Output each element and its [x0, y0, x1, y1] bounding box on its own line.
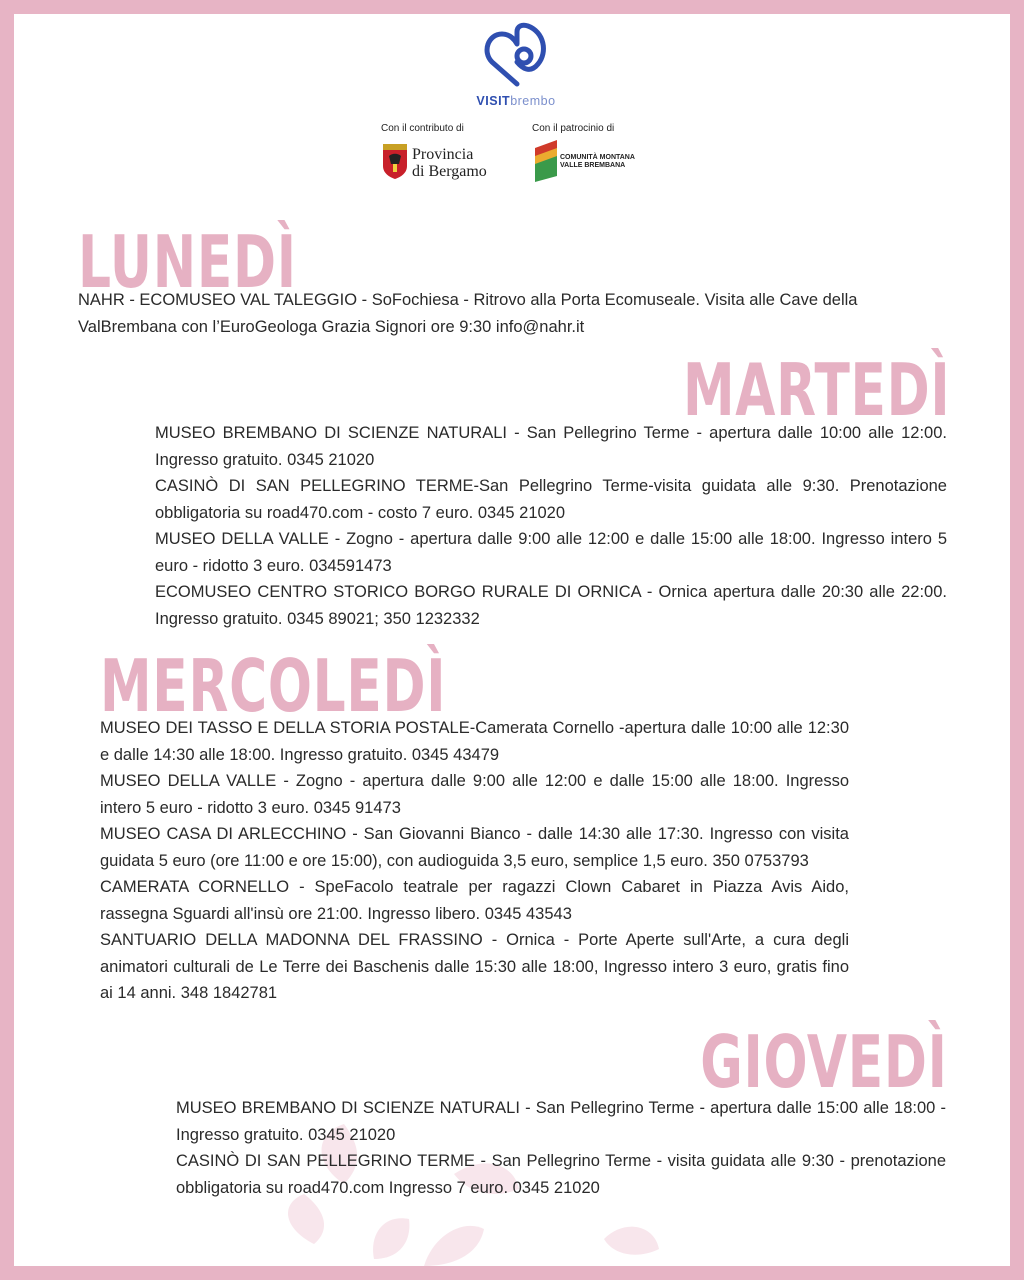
day-heading-mercoledi: MERCOLEDÌ: [100, 644, 447, 728]
event-item: MUSEO DEI TASSO E DELLA STORIA POSTALE-Camerata Cornello -apertura dalle 10:00 alle 12:30 e dalle 14:30 alle 18:00. Ingresso gratuito. 0345 43479: [100, 719, 849, 764]
comunita-montana-emblem-icon: [533, 138, 559, 182]
event-item: MUSEO DELLA VALLE - Zogno - apertura dalle 9:00 alle 12:00 e dalle 15:00 alle 18:00. Ingresso intero 5 euro - ridotto 3 euro. 0345 91473: [100, 772, 849, 817]
contributor-name-line2: di Bergamo: [412, 163, 487, 180]
brand-light: brembo: [510, 94, 556, 108]
patron-name-line2: VALLE BREMBANA: [560, 162, 626, 169]
event-item: MUSEO BREMBANO DI SCIENZE NATURALI - San Pellegrino Terme - apertura dalle 15:00 alle 18:00 - Ingresso gratuito. 0345 21020: [176, 1099, 946, 1144]
visitbrembo-heart-logo-icon: [484, 22, 550, 94]
events-giovedi: [176, 1095, 946, 1201]
event-item: SANTUARIO DELLA MADONNA DEL FRASSINO - Ornica - Porte Aperte sull'Arte, a cura degli animatori culturali de Le Terre dei Baschenis dalle 15:30 alle 18:00, Ingresso intero 3 euro, gratis fino ai 14 anni. 348 1842781: [100, 931, 849, 1002]
contributor-label: Con il contributo di: [381, 123, 464, 134]
event-item: MUSEO CASA DI ARLECCHINO - San Giovanni Bianco - dalle 14:30 alle 17:30. Ingresso con visita guidata 5 euro (ore 11:00 e ore 15:00), con audioguida 3,5 euro, semplice 1,5 euro. 350 0753793: [100, 825, 849, 870]
provincia-bergamo-crest-icon: [381, 142, 409, 180]
patron-name-line1: COMUNITÀ MONTANA: [560, 154, 635, 161]
events-lunedi: [78, 287, 878, 340]
event-item: MUSEO DELLA VALLE - Zogno - apertura dalle 9:00 alle 12:00 e dalle 15:00 alle 18:00. Ingresso intero 5 euro - ridotto 3 euro. 034591473: [155, 530, 947, 575]
day-heading-martedi: MARTEDÌ: [682, 348, 950, 432]
event-item: CASINÒ DI SAN PELLEGRINO TERME - San Pellegrino Terme - visita guidata alle 9:30 - prenotazione obbligatoria su road470.com Ingresso 7 euro. 0345 21020: [176, 1152, 946, 1197]
header: [14, 14, 1010, 214]
flyer-sheet: [14, 14, 1010, 1266]
event-item: NAHR - ECOMUSEO VAL TALEGGIO - SoFochiesa - Ritrovo alla Porta Ecomuseale. Visita alle Cave della ValBrembana con l’EuroGeologa Grazia Signori ore 9:30 info@nahr.it: [78, 291, 858, 336]
events-mercoledi: [100, 715, 849, 1007]
brand-strong: VISIT: [476, 94, 511, 108]
contributor-name: [412, 146, 487, 180]
patron-label: Con il patrocinio di: [532, 123, 615, 134]
patron-name: [560, 154, 635, 170]
event-item: CASINÒ DI SAN PELLEGRINO TERME-San Pellegrino Terme-visita guidata alle 9:30. Prenotazione obbligatoria su road470.com - costo 7 euro. 0345 21020: [155, 477, 947, 522]
day-heading-lunedi: LUNEDÌ: [78, 220, 297, 304]
brand-wordmark: [446, 94, 586, 108]
event-item: MUSEO BREMBANO DI SCIENZE NATURALI - San Pellegrino Terme - apertura dalle 10:00 alle 12:00. Ingresso gratuito. 0345 21020: [155, 424, 947, 469]
event-item: CAMERATA CORNELLO - SpeFacolo teatrale per ragazzi Clown Cabaret in Piazza Avis Aido, rassegna Sguardi all'insù ore 21:00. Ingresso libero. 0345 43543: [100, 878, 849, 923]
day-heading-giovedi: GIOVEDÌ: [700, 1020, 948, 1104]
event-item: ECOMUSEO CENTRO STORICO BORGO RURALE DI ORNICA - Ornica apertura dalle 20:30 alle 22:00. Ingresso gratuito. 0345 89021; 350 1232332: [155, 583, 947, 628]
contributor-name-line1: Provincia: [412, 146, 474, 163]
events-martedi: [155, 420, 947, 632]
